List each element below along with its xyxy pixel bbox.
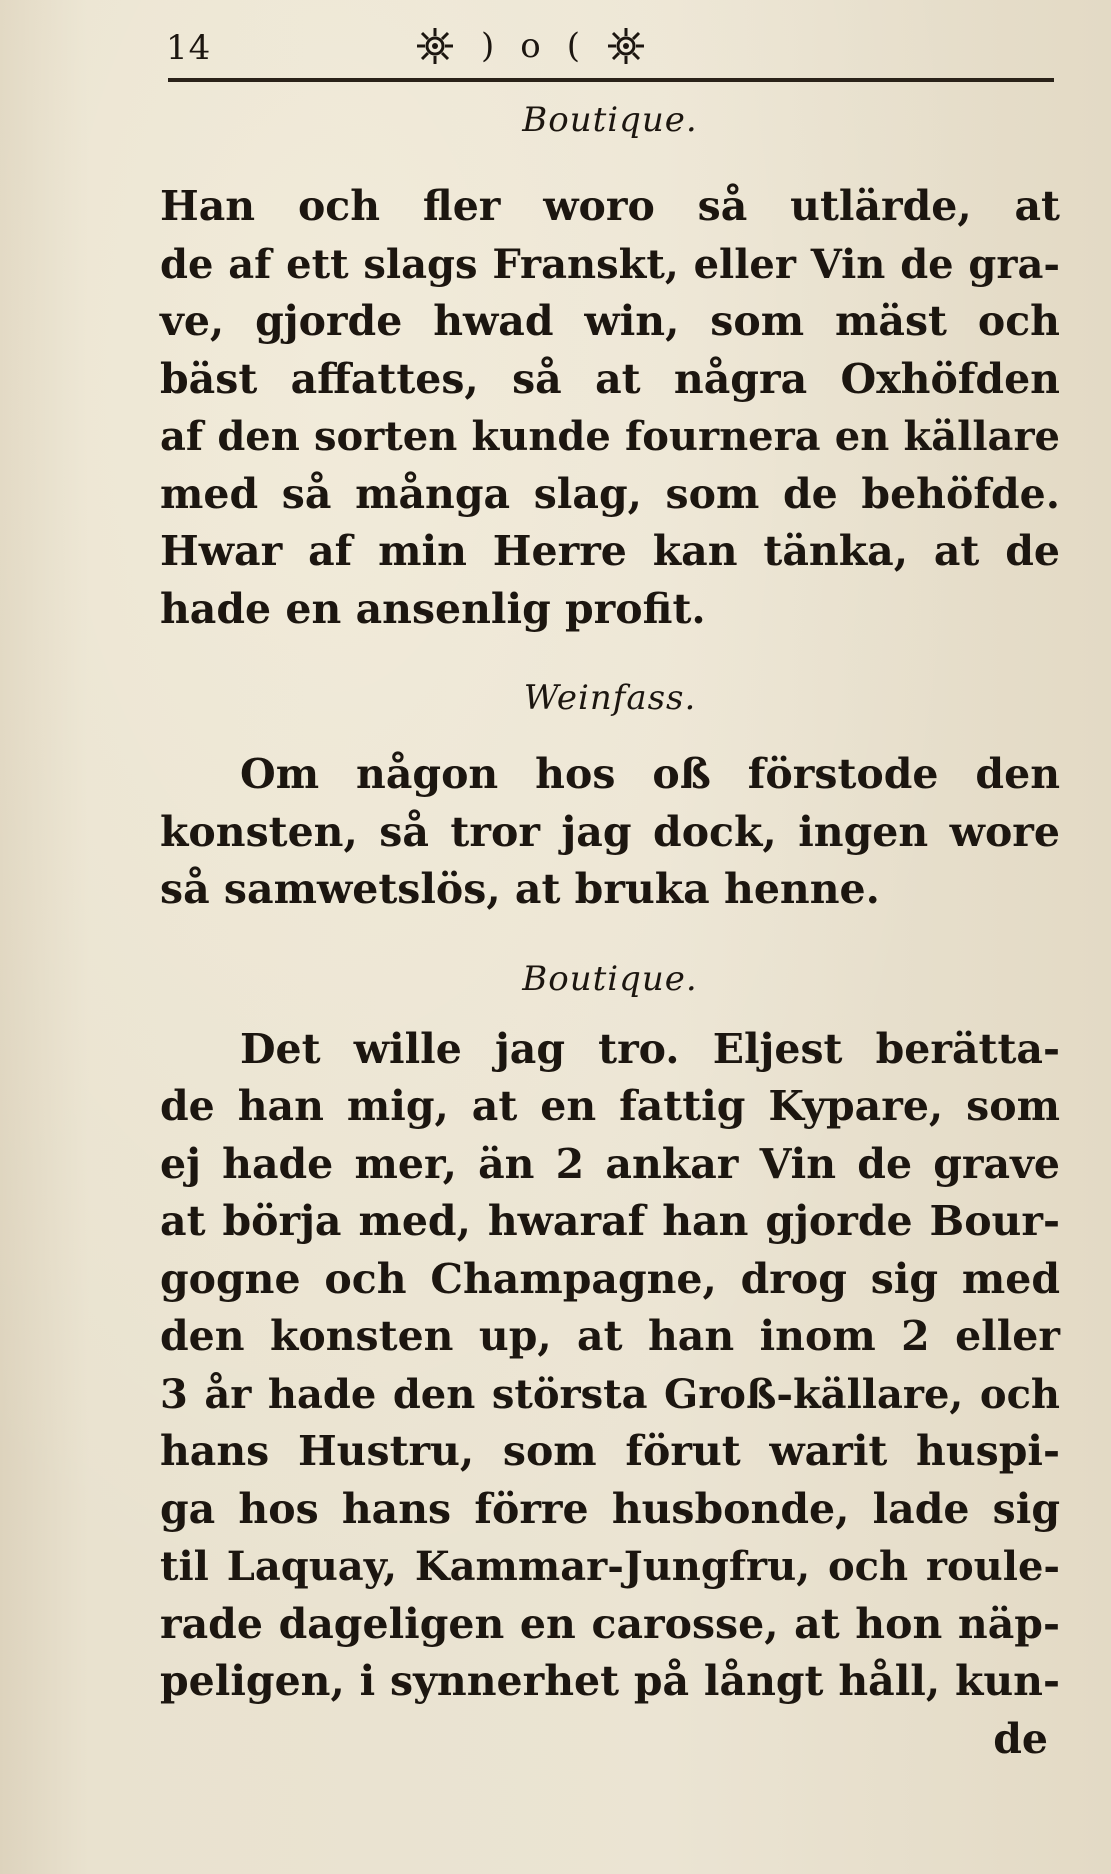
header-rule (168, 78, 1054, 82)
text-line: de han mig, at en fattig Kypare, som (160, 1082, 1060, 1130)
page-content (160, 100, 1060, 1768)
text-line: af den sorten kunde fournera en källare (160, 413, 1060, 460)
text-line: med så många slag, som de behöfde. (160, 469, 1060, 518)
text-line: konsten, så tror jag dock, ingen wore (160, 807, 1060, 856)
speech-boutique-2 (160, 1021, 1060, 1079)
ornament-paren-right: ( (566, 26, 581, 66)
text-line: ga hos hans förre husbonde, lade sig (160, 1484, 1060, 1533)
rosette-left-icon (415, 26, 455, 66)
text-line: Om någon hos oß förstode den (240, 750, 1060, 798)
ornament-paren-left: ) (481, 26, 495, 66)
speaker-weinfass: Weinfass. (523, 678, 697, 718)
text-line: Hwar af min Herre kan tänka, at de (160, 527, 1060, 575)
speech-boutique-2-cont (160, 1078, 1060, 1768)
text-line: ej hade mer, än 2 ankar Vin de grave (160, 1139, 1060, 1188)
speech-weinfass (160, 746, 1060, 804)
text-line: så samwetslös, at bruka henne. (160, 865, 880, 913)
speech-weinfass-cont (160, 804, 1060, 919)
text-line: bäst affattes, så at några Oxhöfden (160, 354, 1060, 403)
text-line: Det wille jag tro. Eljest berätta- (240, 1024, 1060, 1073)
text-line: peligen, i synnerhet på långt håll, kun- (160, 1657, 1060, 1705)
text-line: 3 år hade den största Groß-källare, och (160, 1370, 1060, 1418)
rosette-right-icon (606, 26, 646, 66)
text-line: til Laquay, Kammar-Jungfru, och roule- (160, 1543, 1060, 1590)
text-line: hans Hustru, som förut warit huspi- (160, 1427, 1060, 1475)
speaker-boutique-1: Boutique. (522, 100, 698, 140)
page-number: 14 (166, 28, 212, 68)
text-line: Han och fler woro så utlärde, at (160, 182, 1060, 230)
text-line: den konsten up, at han inom 2 eller (160, 1312, 1060, 1360)
speech-boutique-1 (160, 178, 1060, 638)
text-line: ve, gjorde hwad win, som mäst och (160, 297, 1060, 345)
text-line: at börja med, hwaraf han gjorde Bour- (160, 1197, 1060, 1245)
page-header (160, 18, 1060, 78)
header-ornament (415, 26, 646, 66)
text-line: rade dageligen en carosse, at hon näp- (160, 1599, 1060, 1648)
text-line: gogne och Champagne, drog sig med (160, 1254, 1060, 1303)
text-line: de af ett slags Franskt, eller Vin de gra- (160, 240, 1060, 288)
catchword: de (993, 1714, 1048, 1763)
ornament-circle: o (520, 26, 541, 66)
text-line: hade en ansenlig profit. (160, 584, 706, 633)
speaker-boutique-2: Boutique. (522, 958, 698, 999)
